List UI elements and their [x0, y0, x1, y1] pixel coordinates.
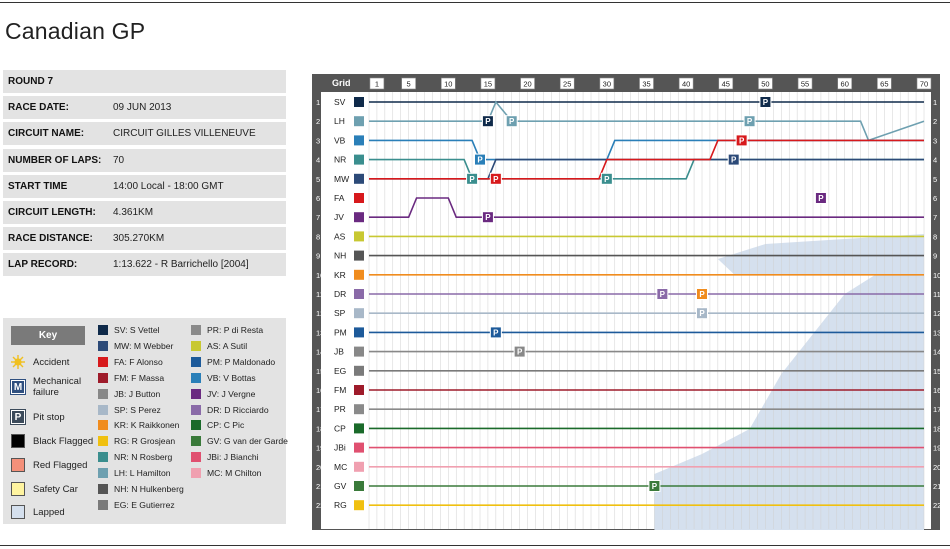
legend-swatch: [98, 452, 108, 462]
key-item-label: Black Flagged: [33, 435, 94, 447]
position-label-left: 9: [316, 251, 321, 261]
position-label-right: 10: [933, 270, 942, 280]
info-row: [3, 70, 286, 93]
info-value: 1:13.622 - R Barrichello [2004]: [113, 259, 249, 271]
key-item-safety: [11, 482, 97, 496]
driver-code-eg: EG: [334, 365, 347, 376]
driver-swatch-vb: [354, 135, 364, 145]
driver-code-jbi: JBi: [334, 442, 346, 453]
driver-swatch-mw: [354, 174, 364, 184]
legend-label: RG: R Grosjean: [114, 436, 176, 447]
legend-label: NH: N Hulkenberg: [114, 484, 184, 494]
pit-stop-letter: P: [516, 347, 523, 357]
legend-entry-mw: [98, 341, 173, 351]
position-label-right: 20: [933, 462, 942, 472]
info-label: START TIME: [8, 180, 68, 192]
key-item-mechanical: [11, 376, 97, 398]
pit-stop-letter: P: [493, 174, 499, 184]
legend-label: DR: D Ricciardo: [207, 404, 269, 415]
position-label-right: 5: [933, 174, 938, 184]
legend-label: JV: J Vergne: [207, 388, 256, 399]
page-title: Canadian GP: [5, 18, 146, 44]
position-label-right: 11: [933, 290, 941, 299]
legend-entry-jv: [191, 389, 255, 399]
lap-tick-label: 35: [642, 79, 651, 89]
key-item-accident: [11, 355, 97, 369]
legend-label: EG: E Gutierrez: [114, 499, 175, 510]
position-label-left: 7: [316, 213, 321, 223]
grid-axis-label: Grid: [332, 78, 351, 88]
driver-code-mw: MW: [334, 173, 350, 184]
position-label-left: 19: [316, 443, 325, 453]
driver-code-fa: FA: [334, 193, 345, 203]
info-row: [3, 227, 286, 250]
info-value: 70: [113, 154, 125, 166]
legend-label: PR: P di Resta: [207, 325, 264, 335]
position-label-right: 6: [933, 194, 938, 203]
position-label-left: 21: [316, 482, 325, 491]
driver-code-jv: JV: [334, 212, 344, 223]
position-label-right: 17: [933, 405, 942, 415]
legend-swatch: [98, 357, 108, 367]
lap-tick-label: 40: [681, 79, 691, 89]
legend-entry-sp: [98, 405, 161, 415]
info-row: [3, 149, 286, 172]
driver-code-rg: RG: [334, 500, 347, 511]
position-label-right: 14: [933, 347, 942, 357]
legend-swatch: [191, 452, 201, 462]
info-label: ROUND 7: [8, 76, 54, 87]
lap-tick-label: 55: [800, 79, 810, 89]
position-label-right: 9: [933, 251, 938, 261]
position-label-right: 18: [933, 424, 942, 434]
salmon-square-icon: [11, 458, 25, 472]
legend-label: MW: M Webber: [114, 340, 174, 351]
info-row: [3, 175, 286, 198]
lapped-square-icon: [11, 505, 25, 519]
position-label-left: 14: [316, 347, 325, 357]
position-label-left: 4: [316, 155, 321, 165]
driver-swatch-rg: [354, 500, 364, 510]
info-row: [3, 201, 286, 224]
sun-burst-icon: [11, 355, 25, 369]
black-square-icon: [11, 434, 25, 448]
legend-entry-as: [191, 341, 247, 351]
legend-entry-rg: [98, 436, 175, 446]
driver-swatch-lh: [354, 116, 364, 126]
position-label-right: 15: [933, 366, 942, 376]
yellow-square-icon: [11, 482, 25, 496]
driver-swatch-jb: [354, 347, 364, 357]
lap-tick-label: 30: [602, 79, 612, 89]
driver-code-pr: PR: [334, 404, 346, 415]
key-item-label: Pit stop: [33, 411, 65, 423]
position-label-right: 22: [933, 501, 942, 511]
key-item-label: Safety Car: [33, 483, 78, 495]
position-label-left: 3: [316, 136, 321, 146]
lap-tick-label: 10: [444, 79, 453, 89]
legend-entry-kr: [98, 420, 179, 430]
driver-code-as: AS: [334, 231, 346, 242]
position-label-right: 21: [933, 482, 942, 491]
driver-swatch-sv: [354, 97, 364, 107]
legend-entry-jbi: [191, 452, 259, 462]
driver-swatch-pm: [354, 327, 364, 337]
legend-label: SV: S Vettel: [114, 325, 160, 335]
legend-label: LH: L Hamilton: [114, 468, 171, 479]
info-value: 14:00 Local - 18:00 GMT: [113, 180, 224, 192]
legend-swatch: [98, 373, 108, 383]
legend-label: AS: A Sutil: [207, 340, 248, 351]
driver-swatch-as: [354, 231, 364, 241]
top-rule: [0, 2, 950, 3]
driver-code-sv: SV: [334, 97, 346, 107]
position-label-left: 2: [316, 117, 321, 127]
legend-label: PM: P Maldonado: [207, 356, 276, 367]
legend-label: NR: N Rosberg: [114, 452, 173, 463]
legend-swatch: [98, 341, 108, 351]
legend-entry-vb: [191, 373, 256, 383]
legend-label: JB: J Button: [114, 388, 161, 399]
position-label-right: 1: [933, 98, 938, 107]
info-row: [3, 122, 286, 145]
legend-entry-nh: [98, 484, 184, 494]
p-square-icon: P: [11, 410, 25, 424]
legend-entry-lh: [98, 468, 171, 478]
driver-code-cp: CP: [334, 423, 346, 434]
driver-code-nh: NH: [334, 250, 347, 261]
position-label-left: 11: [316, 290, 324, 299]
legend-swatch: [191, 325, 201, 335]
position-label-left: 16: [316, 386, 325, 395]
position-label-left: 6: [316, 194, 321, 203]
driver-code-vb: VB: [334, 135, 346, 146]
info-label: RACE DISTANCE:: [8, 233, 93, 245]
key-item-black: [11, 434, 97, 448]
lap-tick-label: 15: [483, 79, 493, 89]
position-chart: [312, 74, 940, 530]
legend-swatch: [98, 484, 108, 494]
pit-stop-letter: P: [477, 155, 483, 165]
legend-swatch: [191, 389, 201, 399]
legend-label: MC: M Chilton: [207, 468, 262, 479]
legend-swatch: [98, 405, 108, 415]
legend-entry-cp: [191, 420, 244, 430]
pit-stop-letter: P: [699, 309, 705, 319]
legend-swatch: [98, 500, 108, 510]
position-label-right: 4: [933, 155, 938, 165]
legend-swatch: [191, 357, 201, 367]
pit-stop-letter: P: [651, 482, 658, 491]
driver-code-gv: GV: [334, 481, 347, 491]
position-label-right: 7: [933, 213, 938, 223]
legend-swatch: [98, 389, 108, 399]
position-label-left: 8: [316, 232, 321, 242]
driver-code-nr: NR: [334, 154, 347, 165]
pit-stop-letter: P: [509, 117, 515, 127]
legend-label: JBi: J Bianchi: [207, 452, 259, 463]
key-item-label: Red Flagged: [33, 459, 88, 471]
driver-swatch-fa: [354, 193, 364, 203]
driver-code-pm: PM: [334, 327, 347, 338]
driver-code-dr: DR: [334, 289, 347, 299]
lap-tick-label: 5: [406, 79, 411, 89]
driver-swatch-nh: [354, 251, 364, 261]
pit-stop-letter: P: [469, 174, 475, 184]
key-item-pitstop: [11, 410, 97, 424]
info-label: CIRCUIT NAME:: [8, 128, 85, 140]
pit-stop-letter: P: [699, 290, 705, 299]
bottom-rule: [0, 545, 950, 546]
position-label-right: 12: [933, 309, 942, 319]
driver-swatch-fm: [354, 385, 364, 395]
legend-swatch: [191, 436, 201, 446]
legend-label: FA: F Alonso: [114, 356, 163, 367]
legend-label: GV: G van der Garde: [207, 436, 288, 447]
key-panel: [3, 318, 286, 524]
pit-stop-letter: P: [604, 174, 610, 184]
legend-entry-sv: [98, 325, 160, 335]
driver-swatch-eg: [354, 366, 364, 376]
legend-entry-mc: [191, 468, 261, 478]
driver-code-kr: KR: [334, 269, 346, 280]
pit-stop-letter: P: [746, 117, 753, 127]
position-label-right: 16: [933, 386, 942, 395]
legend-entry-pr: [191, 325, 263, 335]
legend-entry-eg: [98, 500, 175, 510]
legend-label: SP: S Perez: [114, 404, 161, 415]
legend-label: KR: K Raikkonen: [114, 420, 180, 431]
driver-swatch-jbi: [354, 443, 364, 453]
legend-entry-fa: [98, 357, 163, 367]
legend-entry-fm: [98, 373, 164, 383]
key-item-label: Lapped: [33, 506, 65, 518]
driver-code-lh: LH: [334, 116, 345, 127]
key-header: Key: [11, 326, 85, 345]
race-info-table: [3, 70, 286, 280]
driver-swatch-dr: [354, 289, 364, 299]
driver-code-sp: SP: [334, 308, 346, 319]
pit-stop-letter: P: [493, 328, 499, 338]
position-label-left: 22: [316, 501, 325, 511]
pit-stop-letter: P: [731, 155, 737, 165]
legend-entry-gv: [191, 436, 288, 446]
pit-stop-letter: P: [762, 98, 769, 107]
legend-swatch: [98, 420, 108, 430]
position-label-right: 2: [933, 117, 938, 127]
legend-entry-jb: [98, 389, 160, 399]
lap-tick-label: 65: [880, 79, 889, 89]
legend-label: FM: F Massa: [114, 372, 165, 383]
position-label-left: 17: [316, 405, 325, 415]
lap-tick-label: 20: [523, 79, 532, 89]
info-value: 4.361KM: [113, 206, 154, 218]
driver-swatch-sp: [354, 308, 364, 318]
position-label-left: 15: [316, 366, 325, 376]
key-item-label: Mechanical failure: [33, 376, 82, 398]
info-label: NUMBER OF LAPS:: [8, 154, 102, 166]
lap-tick-label: 25: [563, 79, 572, 89]
legend-label: CP: C Pic: [207, 420, 245, 431]
key-item-label: Accident: [33, 356, 70, 368]
legend-label: VB: V Bottas: [207, 372, 256, 383]
legend-swatch: [98, 325, 108, 335]
legend-swatch: [191, 405, 201, 415]
legend-entry-nr: [98, 452, 172, 462]
info-row: [3, 96, 286, 119]
lap-tick-label: 50: [761, 79, 770, 89]
legend-swatch: [191, 341, 201, 351]
driver-swatch-mc: [354, 462, 364, 472]
info-label: LAP RECORD:: [8, 259, 78, 271]
lap-tick-label: 45: [721, 79, 730, 89]
position-label-left: 5: [316, 174, 321, 184]
driver-swatch-gv: [354, 481, 364, 491]
position-label-left: 18: [316, 424, 325, 434]
info-label: RACE DATE:: [8, 102, 69, 114]
pit-stop-letter: P: [485, 213, 491, 223]
legend-swatch: [191, 373, 201, 383]
legend-entry-pm: [191, 357, 275, 367]
legend-swatch: [98, 436, 108, 446]
legend-entry-dr: [191, 405, 269, 415]
driver-code-fm: FM: [334, 385, 347, 395]
lap-tick-label: 1: [374, 79, 380, 89]
position-label-left: 12: [316, 309, 325, 319]
position-label-right: 3: [933, 136, 938, 146]
key-item-red: [11, 458, 97, 472]
info-row: [3, 253, 286, 276]
position-label-left: 1: [316, 98, 321, 107]
lap-tick-label: 60: [840, 79, 849, 89]
legend-swatch: [191, 420, 201, 430]
key-item-lapped: [11, 505, 97, 519]
driver-code-jb: JB: [334, 346, 344, 357]
info-label: CIRCUIT LENGTH:: [8, 206, 96, 218]
legend-swatch: [191, 468, 201, 478]
info-value: 305.270KM: [113, 233, 165, 245]
driver-swatch-cp: [354, 423, 364, 433]
pit-stop-letter: P: [659, 290, 666, 299]
driver-code-mc: MC: [334, 461, 348, 472]
position-label-left: 10: [316, 270, 325, 280]
position-label-right: 8: [933, 232, 938, 242]
driver-swatch-pr: [354, 404, 364, 414]
lap-tick-label: 70: [919, 79, 929, 89]
pit-stop-letter: P: [738, 136, 745, 146]
driver-swatch-nr: [354, 155, 364, 165]
position-label-left: 13: [316, 328, 325, 338]
m-square-icon: M: [11, 380, 25, 394]
legend-swatch: [98, 468, 108, 478]
position-label-left: 20: [316, 462, 325, 472]
position-label-right: 19: [933, 443, 942, 453]
info-value: CIRCUIT GILLES VILLENEUVE: [113, 128, 256, 140]
pit-stop-letter: P: [818, 194, 824, 203]
position-label-right: 13: [933, 328, 942, 338]
info-value: 09 JUN 2013: [113, 102, 172, 114]
driver-swatch-kr: [354, 270, 364, 280]
pit-stop-letter: P: [485, 117, 491, 127]
driver-swatch-jv: [354, 212, 364, 222]
